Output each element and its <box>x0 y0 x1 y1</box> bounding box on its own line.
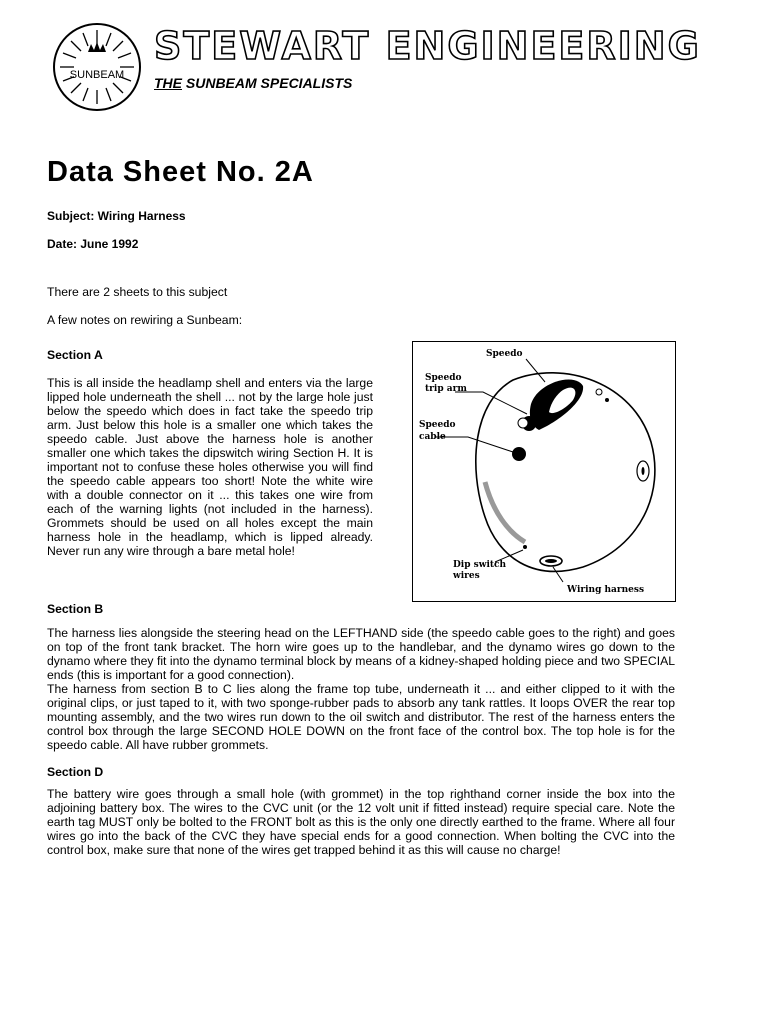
tagline-rest: SUNBEAM SPECIALISTS <box>182 75 353 91</box>
label-cable-1: Speedo <box>419 420 456 430</box>
section-b-paragraph-1: The harness lies alongside the steering head on the LEFTHAND side (the speedo cable goes to the right) and goes on top of the front tank bracket. The horn wire goes up to the handlebar, and the dynamo wires go down to the dynamo where they fit into the dynamo terminal block by means of a kidney-shaped holding piece and two SPECIAL ends (this is important for a good connection). <box>47 626 675 682</box>
section-a-body: This is all inside the headlamp shell and enters via the large lipped hole underneath the shell ... not by the large hole just below the speedo which does in fact take the speedo trip arm. Just below this hole is a smaller one which takes the speedo cable. Just above the harness hole is another smaller one which takes the dipswitch wiring Section H. It is important not to confuse these holes otherwise you will find the speedo cable appears too short! Note the white wire with a double connector on it ... this takes one wire from each of the warning lights (not included in the harness). Grommets should be used on all holes except the main harness hole in the headlamp, which is lipped already. Never run any wire through a bare metal hole! <box>47 376 373 558</box>
intro-notes: A few notes on rewiring a Sunbeam: <box>47 313 243 327</box>
section-d-heading: Section D <box>47 765 104 779</box>
intro-sheets: There are 2 sheets to this subject <box>47 285 228 299</box>
section-b-body <box>47 626 675 752</box>
label-cable-2: cable <box>419 432 446 442</box>
tagline-the: THE <box>154 75 182 91</box>
tagline <box>154 75 352 91</box>
date-line: Date: June 1992 <box>47 237 139 251</box>
label-dip-2: wires <box>453 571 480 581</box>
logo-text: SUNBEAM <box>69 69 125 81</box>
section-b-heading: Section B <box>47 602 104 616</box>
section-b-paragraph-2: The harness from section B to C lies along the frame top tube, underneath it ... and either clipped to it with the original clips, or just taped to it, with two sponge-rubber pads to absorb any tank rattles. It loops OVER the rear top mounting assembly, and the two wires run down to the oil switch and distributor. The rest of the harness enters the control box through the large SECOND HOLE DOWN on the front face of the control box. The top hole is for the speedo cable. All have rubber grommets. <box>47 682 675 752</box>
sunbeam-logo <box>52 22 142 112</box>
label-trip-arm-1: Speedo <box>425 373 462 383</box>
section-d-body: The battery wire goes through a small hole (with grommet) in the top righthand corner inside the box into the adjoining battery box. The wires to the CVC unit (or the 12 volt unit if fitted instead) require special care. Note the earth tag MUST only be bolted to the FRONT bolt as this is the only one directly earthed to the frame. Where all four wires go into the back of the CVC they have special ends for a good connection. When bolting the CVC into the control box, make sure that none of the wires get trapped behind it as this will cause no charge! <box>47 787 675 857</box>
company-name: STEWART ENGINEERING <box>154 24 701 68</box>
label-trip-arm-2: trip arm <box>425 384 467 394</box>
cable-hole <box>512 447 526 461</box>
label-harness: Wiring harness <box>567 585 645 595</box>
section-a-heading: Section A <box>47 348 103 362</box>
headlamp-diagram <box>412 341 676 602</box>
label-speedo: Speedo <box>486 349 523 359</box>
label-dip-1: Dip switch <box>453 560 507 570</box>
subject-line: Subject: Wiring Harness <box>47 209 186 223</box>
page-title: Data Sheet No. 2A <box>47 156 314 188</box>
